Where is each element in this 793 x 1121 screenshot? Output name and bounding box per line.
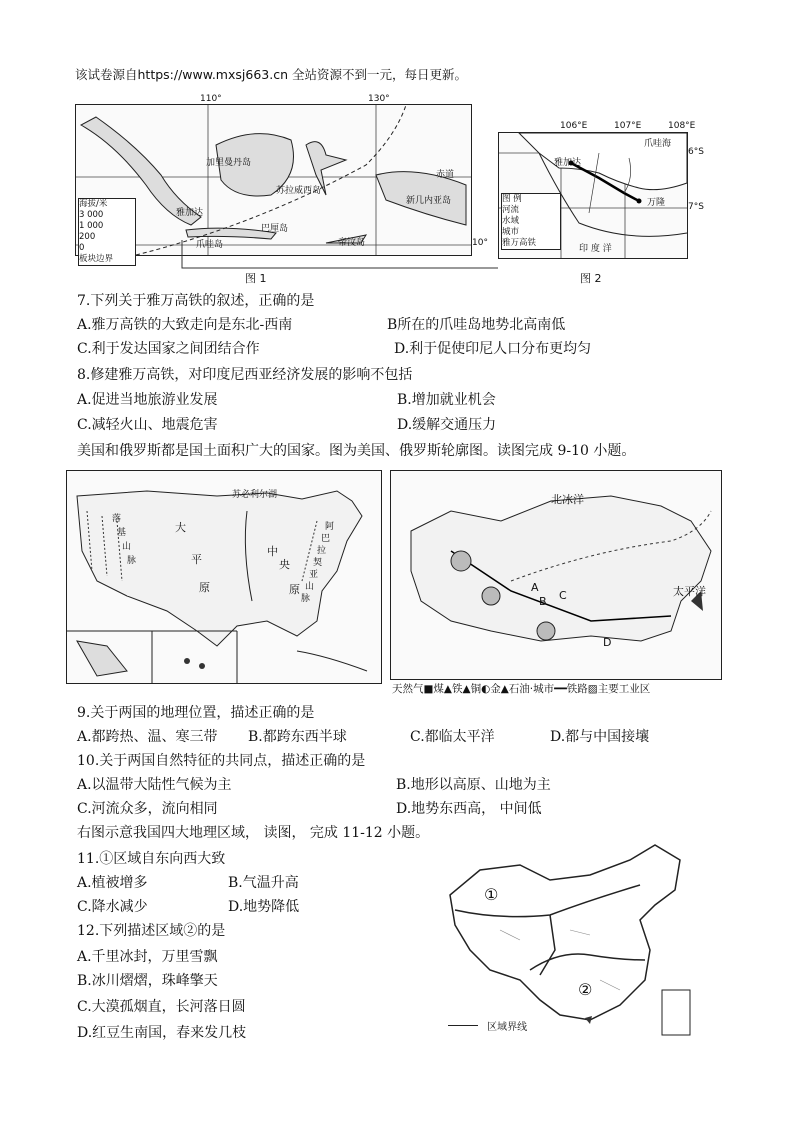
q8-option-d: D.缓解交通压力	[397, 417, 497, 433]
source-header: 该试卷源自https://www.mxsj663.cn 全站资源不到一元，每日更新。	[75, 67, 467, 82]
us-map-drawing	[67, 471, 381, 683]
legend-title: 图 例	[502, 194, 522, 204]
q10-option-a: A.以温带大陆性气候为主	[77, 777, 232, 793]
q11-option-b: B.气温升高	[228, 875, 299, 891]
q10-option-b: B.地形以高原、山地为主	[396, 777, 551, 793]
place-kalimantan: 加里曼丹岛	[206, 158, 252, 168]
label-lake-superior: 苏必利尔湖	[232, 490, 278, 500]
legend-200: 200	[79, 232, 96, 242]
figure-1-inset-lines	[180, 240, 500, 270]
russia-outline-map	[390, 470, 722, 680]
place-timor: 帝汶岛	[338, 238, 366, 248]
label-pacific-ocean: 太平洋	[673, 585, 706, 598]
figure-2-caption: 图 2	[580, 272, 602, 285]
coord-6s: 6°S	[688, 147, 704, 157]
q10-stem: 10.关于两国自然特征的共同点，描述正确的是	[77, 753, 366, 769]
label-da: 大	[175, 521, 186, 534]
q9-option-b: B.都跨东西半球	[248, 729, 347, 745]
coord-10: 10°	[472, 238, 488, 248]
figure-1-indonesia-map	[75, 104, 472, 264]
q9-stem: 9.关于两国的地理位置，描述正确的是	[77, 705, 315, 721]
q11-option-c: C.降水减少	[77, 899, 148, 915]
q7-option-d: D.利于促使印尼人口分布更均匀	[394, 341, 592, 357]
label-a: A	[531, 581, 539, 594]
legend-plate-boundary: 板块边界	[79, 254, 114, 264]
legend-elevation-title: 海拔/米	[79, 199, 108, 209]
figure-1-caption: 图 1	[245, 272, 267, 285]
q12-option-a: A.千里冰封，万里雪飘	[77, 949, 218, 965]
q8-stem: 8.修建雅万高铁，对印度尼西亚经济发展的影响不包括	[77, 367, 413, 383]
q12-stem: 12.下列描述区域②的是	[77, 923, 226, 939]
place-bandung: 万隆	[647, 198, 666, 208]
label-shan: 山	[122, 542, 132, 552]
q12-option-b: B.冰川熠熠，珠峰擎天	[77, 973, 218, 989]
coord-106e: 106°E	[560, 121, 588, 131]
coord-7s: 7°S	[688, 202, 704, 212]
russia-map-legend: 天然气■煤▲铁▲铜◐金▲石油·城市━━铁路▨主要工业区	[392, 683, 651, 695]
q8-option-b: B.增加就业机会	[397, 392, 496, 408]
label-ya: 亚	[309, 570, 319, 580]
q10-option-d: D.地势东西高， 中间低	[396, 801, 542, 817]
intro-9-10: 美国和俄罗斯都是国土面积广大的国家。图为美国、俄罗斯轮廓图。读图完成 9-10 小题。	[77, 443, 636, 459]
label-d: D	[603, 636, 612, 649]
china-map-legend	[448, 1015, 527, 1034]
q8-option-a: A.促进当地旅游业发展	[77, 392, 218, 408]
label-c: C	[559, 589, 567, 602]
label-mai2: 脉	[301, 594, 311, 604]
place-jakarta-fig2: 雅加达	[554, 158, 582, 168]
label-arctic-ocean: 北冰洋	[551, 493, 584, 506]
q7-option-a: A.雅万高铁的大致走向是东北-西南	[77, 317, 293, 333]
label-b: B	[539, 595, 547, 608]
legend-city: 城市	[502, 227, 520, 237]
region-2-label: ②	[578, 980, 593, 999]
place-jakarta: 雅加达	[176, 208, 204, 218]
legend-river: 河流	[502, 205, 520, 215]
label-la: 拉	[317, 546, 327, 556]
place-java: 爪哇岛	[196, 240, 224, 250]
label-ba: 巴	[321, 534, 331, 544]
intro-11-12: 右图示意我国四大地理区域， 读图， 完成 11-12 小题。	[77, 825, 430, 841]
place-equator: 赤道	[436, 170, 455, 180]
us-outline-map	[66, 470, 382, 684]
q9-option-d: D.都与中国接壤	[550, 729, 650, 745]
label-luo: 落	[112, 514, 122, 524]
q9-option-c: C.都临太平洋	[410, 729, 495, 745]
place-new-guinea: 新几内亚岛	[406, 196, 452, 206]
label-mai: 脉	[127, 556, 137, 566]
legend-boundary-label: 区域界线	[487, 1022, 528, 1033]
q11-option-d: D.地势降低	[228, 899, 300, 915]
q7-stem: 7.下列关于雅万高铁的叙述，正确的是	[77, 293, 315, 309]
q8-option-c: C.减轻火山、地震危害	[77, 417, 218, 433]
label-shan2: 山	[305, 582, 315, 592]
legend-0: 0	[79, 243, 85, 253]
boundary-line-swatch	[448, 1025, 478, 1026]
label-yuan2: 原	[289, 583, 300, 596]
figure-1-legend	[78, 198, 136, 266]
label-qi: 契	[313, 558, 323, 568]
q11-stem: 11.①区域自东向西大致	[77, 851, 226, 867]
figure-2-legend	[501, 193, 561, 250]
q7-option-c: C.利于发达国家之间团结合作	[77, 341, 260, 357]
q7-option-b: B所在的爪哇岛地势北高南低	[387, 317, 566, 333]
place-sulawesi: 苏拉威西岛	[276, 186, 322, 196]
coord-110: 110°	[200, 94, 222, 104]
place-java-sea: 爪哇海	[644, 139, 672, 149]
coord-130: 130°	[368, 94, 390, 104]
label-yuan: 原	[199, 581, 210, 594]
legend-railway: 雅万高铁	[502, 238, 537, 248]
q9-option-a: A.都跨热、温、寒三带	[77, 729, 218, 745]
region-1-label: ①	[484, 885, 499, 904]
legend-3000: 3 000	[79, 210, 104, 220]
q10-option-c: C.河流众多，流向相同	[77, 801, 218, 817]
figure-2-java-map	[498, 132, 688, 259]
q12-option-d: D.红豆生南国，春来发几枝	[77, 1025, 247, 1041]
legend-1000: 1 000	[79, 221, 104, 231]
label-ping: 平	[191, 553, 202, 566]
place-indian-ocean: 印 度 洋	[579, 244, 612, 254]
coord-108e: 108°E	[668, 121, 696, 131]
label-zhong: 中	[267, 545, 278, 558]
label-yang: 央	[279, 558, 290, 571]
q11-option-a: A.植被增多	[77, 875, 148, 891]
label-a: 阿	[325, 522, 335, 532]
legend-water: 水域	[502, 216, 520, 226]
q12-option-c: C.大漠孤烟直，长河落日圆	[77, 999, 246, 1015]
label-ji: 基	[117, 528, 127, 538]
place-bali: 巴厘岛	[261, 224, 289, 234]
coord-107e: 107°E	[614, 121, 642, 131]
